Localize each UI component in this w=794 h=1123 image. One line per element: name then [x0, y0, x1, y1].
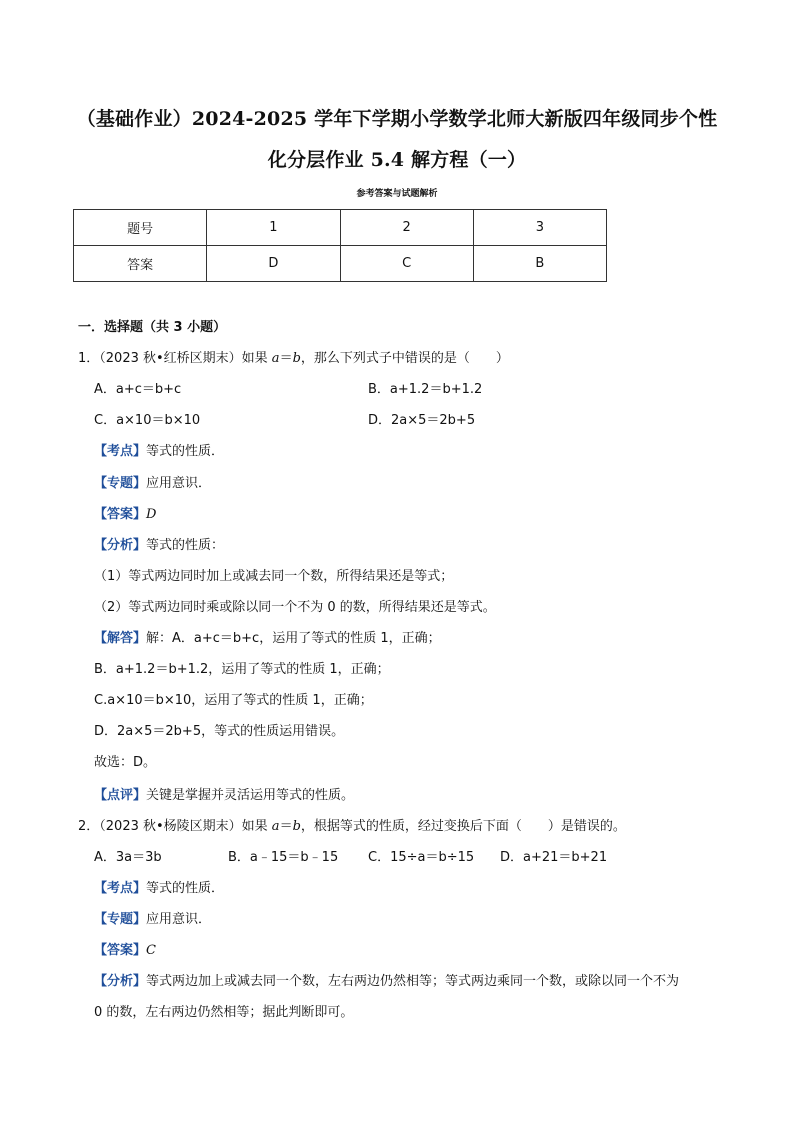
tag-label: 【考点】 [94, 881, 147, 896]
tag-label: 【考点】 [94, 444, 147, 459]
tag-text: 解：A．a+c＝b+c，运用了等式的性质 1，正确； [146, 631, 441, 646]
table-cell: D [207, 246, 340, 282]
stem-var: a [271, 819, 280, 834]
q1-fenxi-2: （2）等式两边同时乘或除以同一个不为 0 的数，所得结果还是等式。 [94, 600, 496, 615]
stem-eq: ＝ [279, 351, 293, 366]
stem-text: 1．（2023 秋•红桥区期末）如果 [78, 351, 272, 366]
table-cell-header: 题号 [74, 210, 207, 246]
tag-label: 【分析】 [94, 538, 147, 553]
q2-option-c: C．15÷a＝b÷15 [368, 850, 475, 865]
answer-table-row-answers [74, 246, 607, 282]
answer-table [73, 209, 607, 282]
table-cell: 1 [207, 210, 340, 246]
tag-text: 等式的性质： [146, 538, 225, 553]
q1-option-a: A．a+c＝b+c [94, 382, 182, 397]
document-subtitle: 参考答案与试题解析 [356, 189, 438, 199]
tag-label: 【解答】 [94, 631, 147, 646]
q2-option-a: A．3a＝3b [94, 850, 162, 865]
tag-text: 应用意识． [146, 476, 212, 491]
q2-fenxi [94, 974, 679, 990]
tag-text: C [146, 943, 156, 958]
q1-fenxi-1: （1）等式两边同时加上或减去同一个数，所得结果还是等式； [94, 569, 454, 584]
document-title-line2: 化分层作业 5.4 解方程（一） [267, 149, 527, 171]
table-cell: 3 [473, 210, 606, 246]
stem-var: b [292, 351, 301, 366]
q1-jieda-2: B．a+1.2＝b+1.2，运用了等式的性质 1，正确； [94, 662, 390, 677]
q1-jieda [94, 631, 441, 647]
tag-label: 【点评】 [94, 788, 147, 803]
tag-label: 【答案】 [94, 943, 147, 958]
tag-label: 【分析】 [94, 974, 147, 989]
tag-label: 【专题】 [94, 912, 147, 927]
stem-var: b [292, 819, 301, 834]
q1-kaodian [94, 444, 224, 460]
q1-jieda-3: C.a×10＝b×10，运用了等式的性质 1，正确； [94, 693, 373, 708]
document-title-line1: （基础作业）2024-2025 学年下学期小学数学北师大新版四年级同步个性 [76, 108, 718, 130]
stem-text: ，根据等式的性质，经过变换后下面（ ）是错误的。 [300, 819, 626, 834]
section-title: 一．选择题（共 3 小题） [78, 320, 227, 335]
q2-option-b: B．a﹣15＝b﹣15 [228, 850, 339, 865]
stem-text: 2．（2023 秋•杨陵区期末）如果 [78, 819, 272, 834]
tag-text: 关键是掌握并灵活运用等式的性质。 [146, 788, 355, 803]
q1-jieda-4: D．2a×5＝2b+5，等式的性质运用错误。 [94, 724, 345, 739]
q2-zhuanti [94, 912, 211, 928]
q1-option-b: B．a+1.2＝b+1.2 [368, 382, 483, 397]
q1-zhuanti [94, 476, 211, 492]
q2-option-d: D．a+21＝b+21 [500, 850, 608, 865]
tag-label: 【专题】 [94, 476, 147, 491]
tag-label: 【答案】 [94, 507, 147, 522]
q1-daan [94, 507, 156, 523]
q1-guxuan: 故选：D。 [94, 755, 157, 770]
tag-text: 应用意识． [146, 912, 212, 927]
tag-text: 等式的性质． [146, 444, 225, 459]
question-1-stem [78, 351, 509, 367]
q1-fenxi [94, 538, 224, 554]
q1-option-c: C．a×10＝b×10 [94, 413, 201, 428]
q2-fenxi-cont: 0 的数，左右两边仍然相等；据此判断即可。 [94, 1005, 354, 1020]
tag-text: 等式两边加上或减去同一个数，左右两边仍然相等；等式两边乘同一个数，或除以同一个不为 [146, 974, 680, 989]
tag-text: D [146, 507, 157, 522]
table-cell: C [340, 246, 473, 282]
answer-table-row-numbers [74, 210, 607, 246]
question-2-stem [78, 819, 626, 835]
q1-dianping [94, 788, 354, 804]
q2-daan [94, 943, 156, 959]
stem-text: ，那么下列式子中错误的是（ ） [300, 351, 509, 366]
stem-var: a [271, 351, 280, 366]
q2-kaodian [94, 881, 224, 897]
table-cell-header: 答案 [74, 246, 207, 282]
tag-text: 等式的性质． [146, 881, 225, 896]
stem-eq: ＝ [279, 819, 293, 834]
table-cell: B [473, 246, 606, 282]
q1-option-d: D．2a×5＝2b+5 [368, 413, 476, 428]
table-cell: 2 [340, 210, 473, 246]
